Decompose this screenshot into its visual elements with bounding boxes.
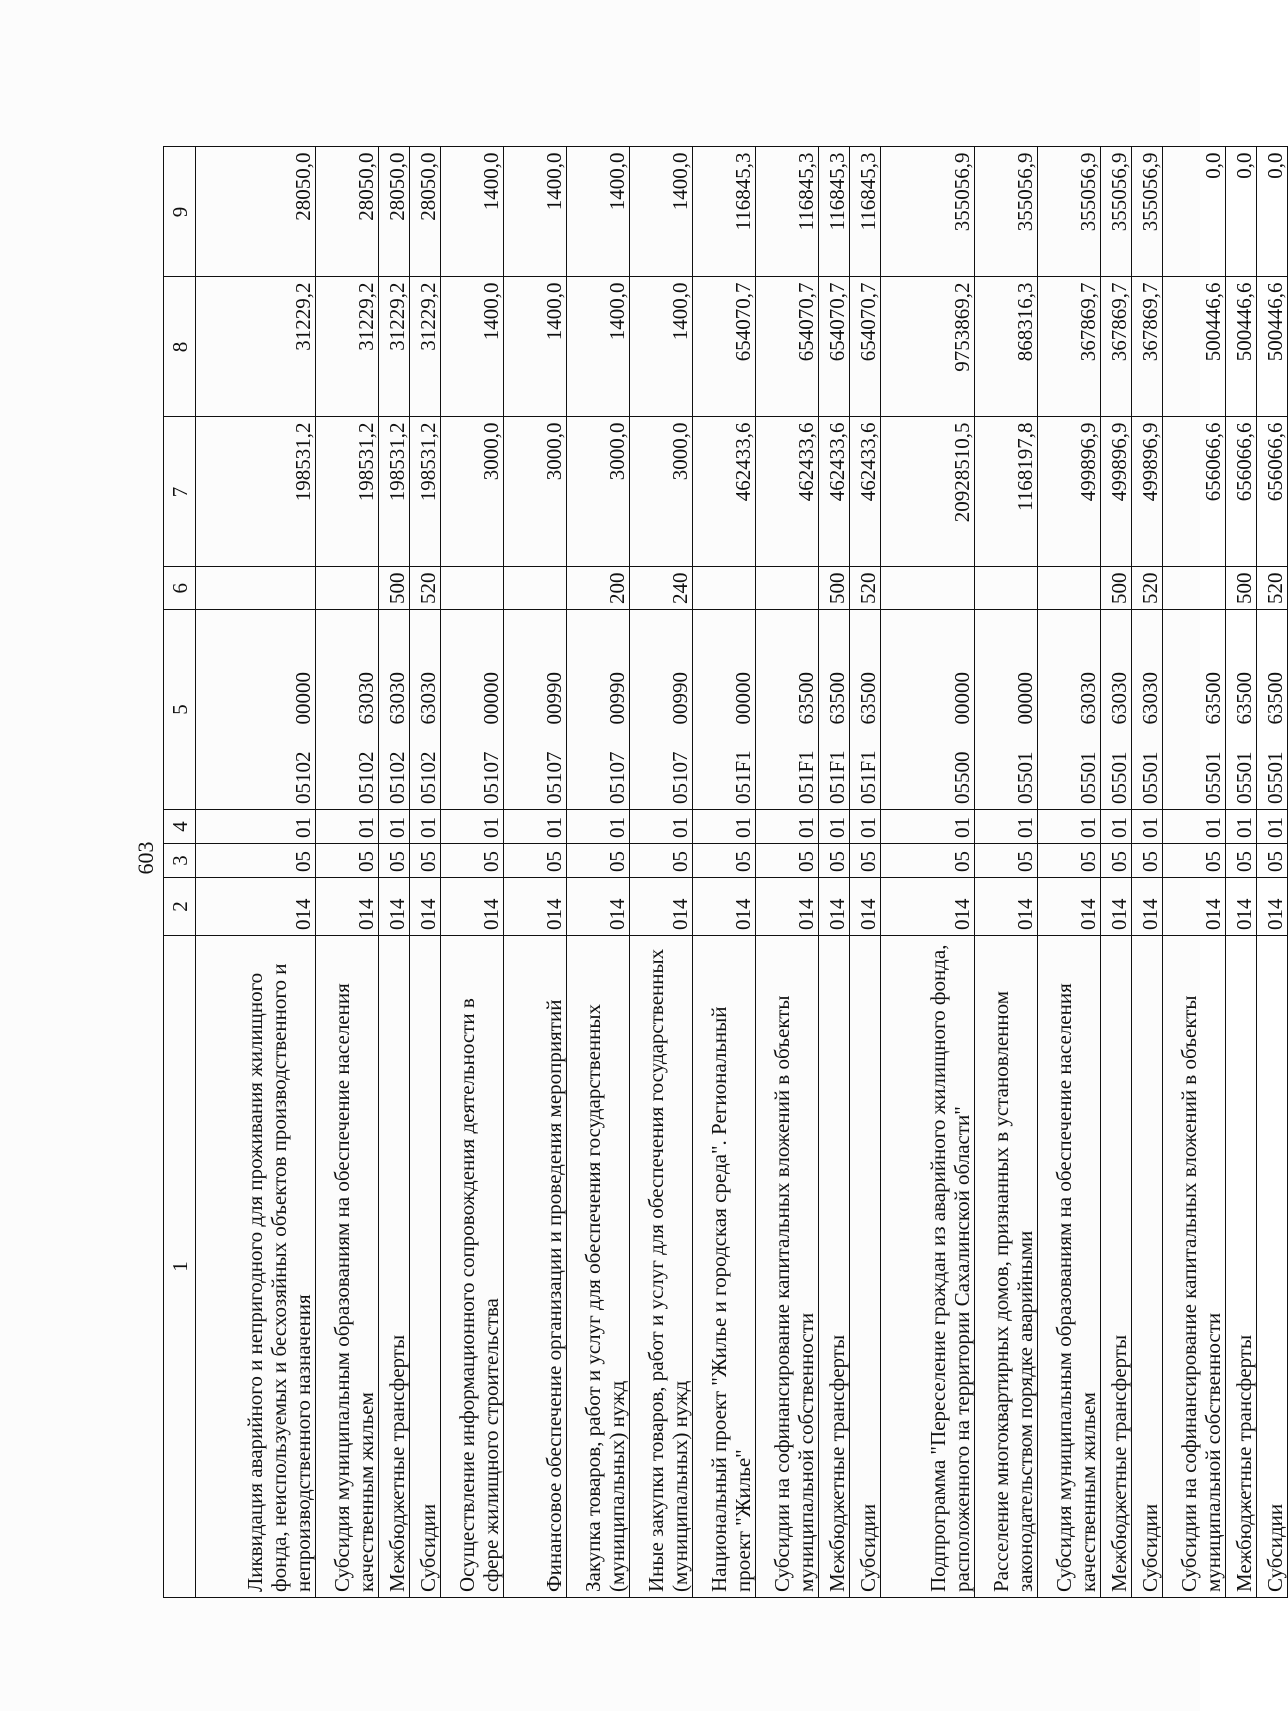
- amount-col8-cell: 1400,0: [567, 277, 630, 417]
- amount-col9-cell: 28050,0: [379, 147, 410, 277]
- amount-col8-cell: 500446,6: [1163, 277, 1226, 417]
- direction-code-cell: 63500: [819, 610, 850, 730]
- chapter-code-cell: 014: [1038, 878, 1101, 936]
- amount-col7-cell: 198531,2: [379, 417, 410, 567]
- table-row: [196, 147, 316, 1598]
- row-name-cell: Ликвидация аварийного и непригодного для проживания жилищного фонда, неиспользуемых и бесхозяйных объектов производственного и непроизводственного назначения: [196, 936, 316, 1598]
- expense-type-cell: [881, 567, 975, 610]
- program-code-cell: 05102: [410, 730, 441, 810]
- expense-type-cell: 500: [1101, 567, 1132, 610]
- amount-col9-cell: 355056,9: [1132, 147, 1163, 277]
- amount-col9-cell: 1400,0: [567, 147, 630, 277]
- chapter-code-cell: 014: [567, 878, 630, 936]
- expense-type-cell: 520: [410, 567, 441, 610]
- amount-col7-cell: 499896,9: [1101, 417, 1132, 567]
- amount-col9-cell: 0,0: [1226, 147, 1257, 277]
- amount-col8-cell: 31229,2: [410, 277, 441, 417]
- amount-col9-cell: 1400,0: [504, 147, 567, 277]
- expense-type-cell: [504, 567, 567, 610]
- chapter-code-cell: 014: [756, 878, 819, 936]
- subsection-code-cell: 01: [196, 810, 316, 844]
- expense-type-cell: 500: [379, 567, 410, 610]
- amount-col9-cell: 116845,3: [693, 147, 756, 277]
- table-row: [504, 147, 567, 1598]
- section-code-cell: 05: [1132, 844, 1163, 878]
- expense-type-cell: [196, 567, 316, 610]
- amount-col8-cell: 500446,6: [1257, 277, 1288, 417]
- row-name-cell: Осуществление информационного сопровождения деятельности в сфере жилищного строительства: [441, 936, 504, 1598]
- direction-code-cell: 00000: [975, 610, 1038, 730]
- direction-code-cell: 63030: [1038, 610, 1101, 730]
- table-row: [850, 147, 881, 1598]
- row-name-cell: Субсидия муниципальным образованиям на обеспечение населения качественным жильем: [1038, 936, 1101, 1598]
- amount-col8-cell: 868316,3: [975, 277, 1038, 417]
- amount-col8-cell: 31229,2: [196, 277, 316, 417]
- expense-type-cell: [316, 567, 379, 610]
- section-code-cell: 05: [1038, 844, 1101, 878]
- chapter-code-cell: 014: [1226, 878, 1257, 936]
- chapter-code-cell: 014: [316, 878, 379, 936]
- subsection-code-cell: 01: [316, 810, 379, 844]
- direction-code-cell: 00990: [567, 610, 630, 730]
- chapter-code-cell: 014: [975, 878, 1038, 936]
- amount-col9-cell: 28050,0: [410, 147, 441, 277]
- program-code-cell: 05102: [316, 730, 379, 810]
- section-code-cell: 05: [975, 844, 1038, 878]
- amount-col7-cell: 656066,6: [1163, 417, 1226, 567]
- amount-col7-cell: 656066,6: [1257, 417, 1288, 567]
- subsection-code-cell: 01: [756, 810, 819, 844]
- amount-col7-cell: 499896,9: [1038, 417, 1101, 567]
- subsection-code-cell: 01: [881, 810, 975, 844]
- expense-type-cell: [693, 567, 756, 610]
- section-code-cell: 05: [881, 844, 975, 878]
- chapter-code-cell: 014: [1132, 878, 1163, 936]
- direction-code-cell: 00990: [630, 610, 693, 730]
- amount-col8-cell: 654070,7: [693, 277, 756, 417]
- subsection-code-cell: 01: [1226, 810, 1257, 844]
- direction-code-cell: 63030: [379, 610, 410, 730]
- table-row: [379, 147, 410, 1598]
- amount-col7-cell: 1168197,8: [975, 417, 1038, 567]
- expense-type-cell: 500: [819, 567, 850, 610]
- section-code-cell: 05: [379, 844, 410, 878]
- program-code-cell: 051F1: [819, 730, 850, 810]
- direction-code-cell: 00990: [504, 610, 567, 730]
- amount-col9-cell: 116845,3: [850, 147, 881, 277]
- amount-col8-cell: 9753869,2: [881, 277, 975, 417]
- expense-type-cell: 520: [1257, 567, 1288, 610]
- program-code-cell: 05102: [379, 730, 410, 810]
- subsection-code-cell: 01: [693, 810, 756, 844]
- rotated-budget-sheet: [130, 0, 1287, 1598]
- direction-code-cell: 00000: [881, 610, 975, 730]
- table-row: [1163, 147, 1226, 1598]
- row-name-cell: Субсидии: [1257, 936, 1288, 1598]
- program-code-cell: 05107: [504, 730, 567, 810]
- table-row: [1226, 147, 1257, 1598]
- expense-type-cell: 240: [630, 567, 693, 610]
- amount-col9-cell: 355056,9: [975, 147, 1038, 277]
- expense-type-cell: 500: [1226, 567, 1257, 610]
- column-header-5: 5: [164, 610, 196, 810]
- section-code-cell: 05: [504, 844, 567, 878]
- subsection-code-cell: 01: [1257, 810, 1288, 844]
- section-code-cell: 05: [630, 844, 693, 878]
- subsection-code-cell: 01: [1132, 810, 1163, 844]
- table-row: [1101, 147, 1132, 1598]
- column-header-7: 7: [164, 417, 196, 567]
- program-code-cell: 05500: [881, 730, 975, 810]
- expense-type-cell: 520: [850, 567, 881, 610]
- column-number-header: [164, 147, 196, 1598]
- amount-col9-cell: 1400,0: [630, 147, 693, 277]
- row-name-cell: Национальный проект "Жилье и городская среда". Региональный проект "Жилье": [693, 936, 756, 1598]
- program-code-cell: 05107: [630, 730, 693, 810]
- direction-code-cell: 63500: [1226, 610, 1257, 730]
- row-name-cell: Межбюджетные трансферты: [1101, 936, 1132, 1598]
- section-code-cell: 05: [1257, 844, 1288, 878]
- subsection-code-cell: 01: [441, 810, 504, 844]
- row-name-cell: Субсидии: [1132, 936, 1163, 1598]
- amount-col8-cell: 31229,2: [316, 277, 379, 417]
- amount-col8-cell: 654070,7: [850, 277, 881, 417]
- row-name-cell: Подпрограмма "Переселение граждан из аварийного жилищного фонда, расположенного на территории Сахалинской области": [881, 936, 975, 1598]
- amount-col9-cell: 28050,0: [316, 147, 379, 277]
- amount-col8-cell: 31229,2: [379, 277, 410, 417]
- program-code-cell: 05102: [196, 730, 316, 810]
- direction-code-cell: 63500: [1257, 610, 1288, 730]
- subsection-code-cell: 01: [410, 810, 441, 844]
- direction-code-cell: 63500: [1163, 610, 1226, 730]
- amount-col7-cell: 3000,0: [630, 417, 693, 567]
- amount-col7-cell: 462433,6: [693, 417, 756, 567]
- program-code-cell: 05501: [1257, 730, 1288, 810]
- table-body: [196, 147, 1288, 1598]
- amount-col7-cell: 198531,2: [196, 417, 316, 567]
- program-code-cell: 051F1: [693, 730, 756, 810]
- section-code-cell: 05: [196, 844, 316, 878]
- section-code-cell: 05: [756, 844, 819, 878]
- program-code-cell: 05501: [1038, 730, 1101, 810]
- amount-col9-cell: 116845,3: [819, 147, 850, 277]
- row-name-cell: Межбюджетные трансферты: [819, 936, 850, 1598]
- amount-col7-cell: 462433,6: [756, 417, 819, 567]
- row-name-cell: Финансовое обеспечение организации и проведения мероприятий: [504, 936, 567, 1598]
- amount-col8-cell: 1400,0: [630, 277, 693, 417]
- expense-type-cell: [975, 567, 1038, 610]
- chapter-code-cell: 014: [1101, 878, 1132, 936]
- section-code-cell: 05: [850, 844, 881, 878]
- page-number: 603: [133, 841, 158, 875]
- row-name-cell: Межбюджетные трансферты: [1226, 936, 1257, 1598]
- direction-code-cell: 63030: [1132, 610, 1163, 730]
- program-code-cell: 05107: [567, 730, 630, 810]
- section-code-cell: 05: [819, 844, 850, 878]
- table-row: [410, 147, 441, 1598]
- amount-col8-cell: 367869,7: [1038, 277, 1101, 417]
- column-header-8: 8: [164, 277, 196, 417]
- amount-col9-cell: 1400,0: [441, 147, 504, 277]
- section-code-cell: 05: [1226, 844, 1257, 878]
- table-row: [441, 147, 504, 1598]
- subsection-code-cell: 01: [1101, 810, 1132, 844]
- program-code-cell: 05501: [975, 730, 1038, 810]
- row-name-cell: Иные закупки товаров, работ и услуг для обеспечения государственных (муниципальных) нужд: [630, 936, 693, 1598]
- chapter-code-cell: 014: [819, 878, 850, 936]
- expense-type-cell: [1163, 567, 1226, 610]
- amount-col8-cell: 500446,6: [1226, 277, 1257, 417]
- amount-col7-cell: 198531,2: [316, 417, 379, 567]
- amount-col9-cell: 355056,9: [881, 147, 975, 277]
- amount-col8-cell: 654070,7: [756, 277, 819, 417]
- row-name-cell: Субсидии на софинансирование капитальных вложений в объекты муниципальной собственности: [1163, 936, 1226, 1598]
- direction-code-cell: 63030: [1101, 610, 1132, 730]
- chapter-code-cell: 014: [693, 878, 756, 936]
- row-name-cell: Субсидии: [850, 936, 881, 1598]
- amount-col7-cell: 3000,0: [441, 417, 504, 567]
- direction-code-cell: 63500: [756, 610, 819, 730]
- section-code-cell: 05: [1101, 844, 1132, 878]
- direction-code-cell: 63500: [850, 610, 881, 730]
- table-row: [756, 147, 819, 1598]
- amount-col8-cell: 367869,7: [1132, 277, 1163, 417]
- amount-col9-cell: 355056,9: [1101, 147, 1132, 277]
- program-code-cell: 051F1: [756, 730, 819, 810]
- section-code-cell: 05: [693, 844, 756, 878]
- amount-col7-cell: 198531,2: [410, 417, 441, 567]
- table-row: [819, 147, 850, 1598]
- table-row: [1132, 147, 1163, 1598]
- amount-col8-cell: 367869,7: [1101, 277, 1132, 417]
- row-name-cell: Межбюджетные трансферты: [379, 936, 410, 1598]
- amount-col9-cell: 116845,3: [756, 147, 819, 277]
- amount-col7-cell: 3000,0: [567, 417, 630, 567]
- section-code-cell: 05: [316, 844, 379, 878]
- table-row: [975, 147, 1038, 1598]
- table-row: [567, 147, 630, 1598]
- expense-type-cell: 200: [567, 567, 630, 610]
- amount-col7-cell: 656066,6: [1226, 417, 1257, 567]
- chapter-code-cell: 014: [1163, 878, 1226, 936]
- column-header-3: 3: [164, 844, 196, 878]
- chapter-code-cell: 014: [881, 878, 975, 936]
- subsection-code-cell: 01: [975, 810, 1038, 844]
- row-name-cell: Расселение многоквартирных домов, признанных в установленном законодательством порядке аварийными: [975, 936, 1038, 1598]
- section-code-cell: 05: [1163, 844, 1226, 878]
- amount-col7-cell: 3000,0: [504, 417, 567, 567]
- subsection-code-cell: 01: [850, 810, 881, 844]
- row-name-cell: Субсидии: [410, 936, 441, 1598]
- section-code-cell: 05: [410, 844, 441, 878]
- amount-col9-cell: 28050,0: [196, 147, 316, 277]
- program-code-cell: 051F1: [850, 730, 881, 810]
- chapter-code-cell: 014: [379, 878, 410, 936]
- column-header-9: 9: [164, 147, 196, 277]
- row-name-cell: Закупка товаров, работ и услуг для обеспечения государственных (муниципальных) нужд: [567, 936, 630, 1598]
- amount-col7-cell: 499896,9: [1132, 417, 1163, 567]
- amount-col9-cell: 0,0: [1257, 147, 1288, 277]
- chapter-code-cell: 014: [504, 878, 567, 936]
- amount-col7-cell: 20928510,5: [881, 417, 975, 567]
- table-row: [881, 147, 975, 1598]
- column-header-1: 1: [164, 936, 196, 1598]
- subsection-code-cell: 01: [819, 810, 850, 844]
- budget-table: [163, 147, 1288, 1599]
- subsection-code-cell: 01: [1038, 810, 1101, 844]
- chapter-code-cell: 014: [630, 878, 693, 936]
- column-header-2: 2: [164, 878, 196, 936]
- program-code-cell: 05107: [441, 730, 504, 810]
- column-header-4: 4: [164, 810, 196, 844]
- amount-col8-cell: 1400,0: [441, 277, 504, 417]
- direction-code-cell: 63030: [410, 610, 441, 730]
- subsection-code-cell: 01: [504, 810, 567, 844]
- amount-col8-cell: 1400,0: [504, 277, 567, 417]
- chapter-code-cell: 014: [850, 878, 881, 936]
- section-code-cell: 05: [441, 844, 504, 878]
- table-row: [1038, 147, 1101, 1598]
- subsection-code-cell: 01: [1163, 810, 1226, 844]
- row-name-cell: Субсидия муниципальным образованиям на обеспечение населения качественным жильем: [316, 936, 379, 1598]
- amount-col7-cell: 462433,6: [819, 417, 850, 567]
- table-row: [630, 147, 693, 1598]
- expense-type-cell: [441, 567, 504, 610]
- direction-code-cell: 00000: [693, 610, 756, 730]
- program-code-cell: 05501: [1132, 730, 1163, 810]
- chapter-code-cell: 014: [410, 878, 441, 936]
- amount-col8-cell: 654070,7: [819, 277, 850, 417]
- amount-col7-cell: 462433,6: [850, 417, 881, 567]
- table-row: [1257, 147, 1288, 1598]
- chapter-code-cell: 014: [441, 878, 504, 936]
- program-code-cell: 05501: [1101, 730, 1132, 810]
- section-code-cell: 05: [567, 844, 630, 878]
- direction-code-cell: 00000: [441, 610, 504, 730]
- chapter-code-cell: 014: [1257, 878, 1288, 936]
- chapter-code-cell: 014: [196, 878, 316, 936]
- program-code-cell: 05501: [1163, 730, 1226, 810]
- program-code-cell: 05501: [1226, 730, 1257, 810]
- column-header-6: 6: [164, 567, 196, 610]
- subsection-code-cell: 01: [630, 810, 693, 844]
- subsection-code-cell: 01: [379, 810, 410, 844]
- expense-type-cell: [756, 567, 819, 610]
- direction-code-cell: 63030: [316, 610, 379, 730]
- subsection-code-cell: 01: [567, 810, 630, 844]
- expense-type-cell: [1038, 567, 1101, 610]
- row-name-cell: Субсидии на софинансирование капитальных вложений в объекты муниципальной собственности: [756, 936, 819, 1598]
- table-row: [316, 147, 379, 1598]
- direction-code-cell: 00000: [196, 610, 316, 730]
- table-row: [693, 147, 756, 1598]
- expense-type-cell: 520: [1132, 567, 1163, 610]
- amount-col9-cell: 0,0: [1163, 147, 1226, 277]
- amount-col9-cell: 355056,9: [1038, 147, 1101, 277]
